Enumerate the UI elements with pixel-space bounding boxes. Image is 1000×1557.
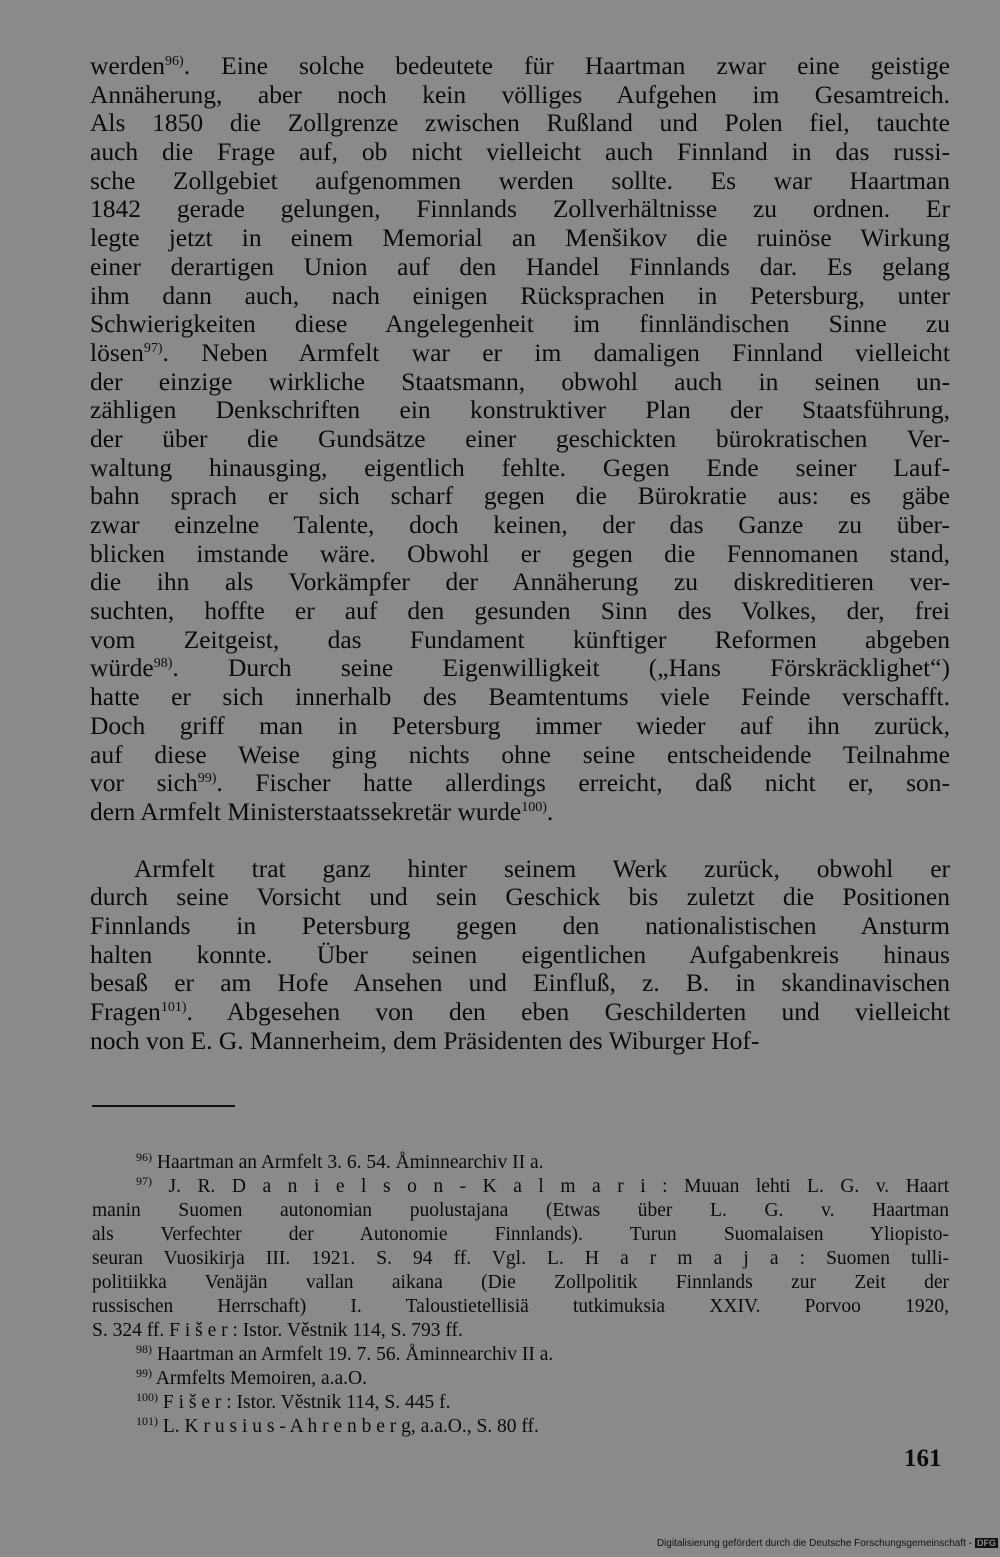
text-line [90,998,950,1027]
line-text: würde [90,653,154,683]
footnote-ref: 98) [153,656,173,672]
text-line: halten konnte. Über seinen eigentlichen Aufgabenkreis hinaus [90,939,950,969]
text-line: sche Zollgebiet aufgenommen werden sollte. Es war Haartman [90,165,950,195]
text-line: der über die Gundsätze einer geschickten bürokratischen Ver- [90,423,950,453]
footnote-number: 97) [136,1174,152,1188]
text-line: suchten, hoffte er auf den gesunden Sinn des Volkes, der, frei [90,596,950,626]
page-number: 161 [904,1445,942,1472]
footnote-text: Haartman an Armfelt 19. 7. 56. Åminnearchiv II a. [156,1344,554,1365]
footnote-line: manin Suomen autonomian puolustajana (Etwas über L. G. v. Haartman [92,1200,949,1221]
digitization-credit [657,1538,998,1549]
footnote-line: russischen Herrschaft) I. Taloustietellisiä tutkimuksia XXIV. Porvoo 1920, [92,1296,949,1317]
footnote-line: politiikka Venäjän vallan aikana (Die Zollpolitik Finnlands zur Zeit der [92,1272,949,1293]
footnotes [92,1151,949,1439]
text-line: Schwierigkeiten diese Angelegenheit im finnländischen Sinne zu [90,309,950,339]
text-line: zähligen Denkschriften ein konstruktiver Plan der Staatsführung, [90,395,950,425]
text-line: bahn sprach er sich scharf gegen die Bürokratie aus: es gäbe [90,481,950,511]
footnote-text: L. K r u s i u s - A h r e n b e r g, a.a.O., S. 80 ff. [162,1416,539,1437]
text-line: hatte er sich innerhalb des Beamtentums viele Feinde verschafft. [90,682,950,712]
credit-text: Digitalisierung gefördert durch die Deutsche Forschungsgemeinschaft - [656,1538,972,1549]
footnote-text: Haartman an Armfelt 3. 6. 54. Åminnearchiv II a. [156,1152,544,1173]
text-line: 1842 gerade gelungen, Finnlands Zollverhältnisse zu ordnen. Er [90,194,950,224]
text-line: ihm dann auch, nach einigen Rücksprachen in Petersburg, unter [90,280,950,310]
text-line: noch von E. G. Mannerheim, dem Präsidenten des Wiburger Hof- [90,1025,760,1055]
line-text: . Fischer hatte allerdings erreicht, daß nicht er, son- [216,768,951,798]
text-line: waltung hinausging, eigentlich fehlte. Gegen Ende seiner Lauf- [90,452,950,482]
footnote-line [92,1391,949,1415]
footnote-text: Armfelts Memoiren, a.a.O. [155,1368,367,1389]
line-text: lösen [90,337,144,367]
line-text: . Durch seine Eigenwilligkeit („Hans Förskräcklighet“) [172,653,950,683]
footnote-line: seuran Vuosikirja III. 1921. S. 94 ff. Vgl. L. H a r m a j a : Suomen tulli- [92,1248,949,1269]
footnote-line: S. 324 ff. F i š e r : Istor. Věstnik 114, S. 793 ff. [92,1320,463,1341]
footnote-line: als Verfechter der Autonomie Finnlands). Turun Suomalaisen Yliopisto- [92,1224,949,1245]
footnote-number: 96) [136,1150,152,1164]
text-line: auch die Frage auf, ob nicht vielleicht auch Finnland in das russi- [90,137,950,167]
text-line: Doch griff man in Petersburg immer wieder auf ihn zurück, [90,710,950,740]
footnote-text: J. R. D a n i e l s o n - K a l m a r i : Muuan lehti L. G. v. Haart [168,1176,950,1197]
line-text: . Abgesehen von den eben Geschilderten und vielleicht [186,997,950,1026]
text-line: Als 1850 die Zollgrenze zwischen Rußland und Polen fiel, tauchte [90,108,950,138]
body-text [90,52,950,1055]
paragraph-1 [90,52,950,827]
line-text: vor sich [90,768,198,798]
footnote-ref: 99) [197,771,217,787]
text-line [90,798,950,827]
footnote-line [92,1175,949,1199]
text-line: Annäherung, aber noch kein völliges Aufgehen im Gesamtreich. [90,79,950,109]
text-line: zwar einzelne Talente, doch keinen, der das Ganze zu über- [90,510,950,539]
footnote-line [92,1151,949,1175]
text-line: einer derartigen Union auf den Handel Finnlands dar. Es gelang [90,251,950,281]
text-line: legte jetzt in einem Memorial an Menšikov die ruinöse Wirkung [90,223,950,253]
paragraph-gap [90,827,950,855]
text-line [90,52,950,81]
line-text: werden [90,51,166,80]
footnote-ref: 101) [160,1000,187,1015]
text-line: vom Zeitgeist, das Fundament künftiger Reformen abgeben [90,624,950,654]
text-line: durch seine Vorsicht und sein Geschick bis zuletzt die Positionen [90,882,950,912]
footnote-separator [92,1105,235,1107]
line-text: . Neben Armfelt war er im damaligen Finnland vielleicht [162,337,950,367]
dfg-logo: DFG [977,1538,996,1548]
text-line: der einzige wirkliche Staatsmann, obwohl auch in seinen un- [90,366,950,396]
footnote-ref: 96) [165,54,184,69]
text-line: besaß er am Hofe Ansehen und Einfluß, z. B. in skandinavischen [90,968,950,998]
footnote-ref: 97) [143,340,163,356]
text-line: auf diese Weise ging nichts ohne seine entscheidende Teilnahme [90,739,950,769]
footnote-number: 100) [136,1390,158,1404]
line-text: Fragen [90,997,161,1026]
footnote-text: F i š e r : Istor. Věstnik 114, S. 445 f. [162,1392,451,1413]
paragraph-2 [90,855,950,1056]
text-line: Armfelt trat ganz hinter seinem Werk zurück, obwohl er [134,853,950,883]
footnote-number: 101) [136,1414,158,1428]
footnote-number: 99) [136,1366,152,1380]
footnote-number: 98) [136,1342,152,1356]
text-line [90,769,950,798]
text-line [90,339,950,368]
text-line: Finnlands in Petersburg gegen den nationalistischen Ansturm [90,910,950,940]
footnote-ref: 100) [521,799,547,815]
footnote-line [92,1415,949,1439]
line-text: . [546,796,554,826]
footnote-line [92,1343,949,1367]
line-text: . Eine solche bedeutete für Haartman zwar eine geistige [183,51,950,80]
text-line: blicken imstande wäre. Obwohl er gegen die Fennomanen stand, [90,538,950,568]
text-line: die ihn als Vorkämpfer der Annäherung zu diskreditieren ver- [90,567,950,597]
line-text: dern Armfelt Ministerstaatssekretär wurde [90,796,522,826]
text-line [90,654,950,683]
footnote-line [92,1367,949,1391]
